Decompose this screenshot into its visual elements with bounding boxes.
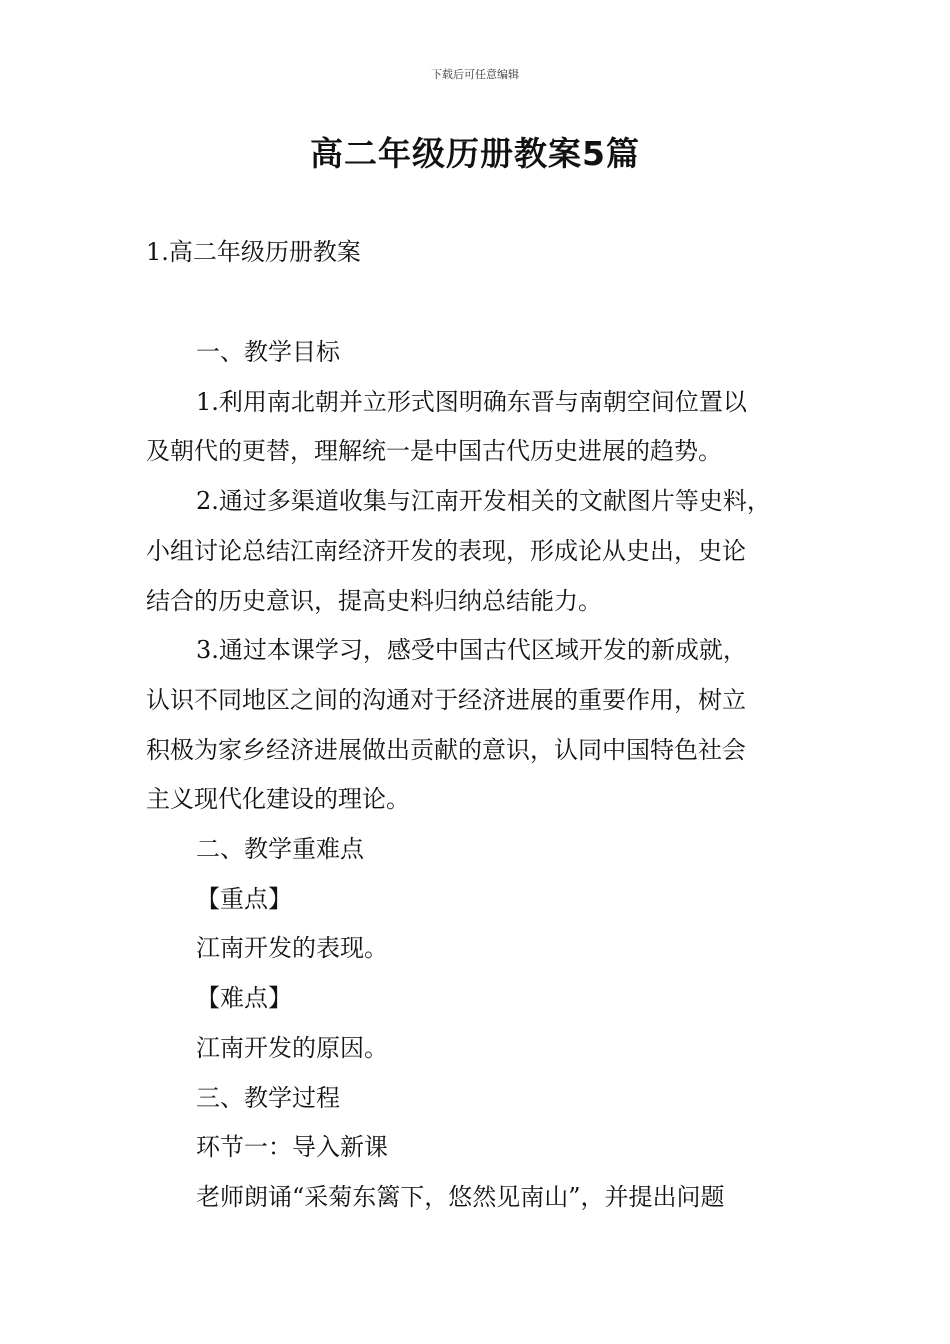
paragraph-line: 主义现代化建设的理论。 (146, 785, 410, 814)
section-heading: 1.高二年级历册教案 (146, 238, 361, 266)
paragraph-line: 江南开发的表现。 (196, 934, 388, 963)
step-heading: 环节一：导入新课 (196, 1133, 388, 1162)
header-note: 下载后可任意编辑 (431, 68, 519, 81)
difficulty-label: 【难点】 (196, 984, 292, 1013)
document-title: 高二年级历册教案5篇 (310, 134, 640, 173)
body-text (146, 328, 814, 1223)
paragraph-line: 3.通过本课学习，感受中国古代区域开发的新成就， (196, 636, 747, 665)
paragraph-line: 江南开发的原因。 (196, 1033, 388, 1062)
paragraph-line: 及朝代的更替，理解统一是中国古代历史进展的趋势。 (146, 437, 722, 466)
paragraph-line: 2.通过多渠道收集与江南开发相关的文献图片等史料， (196, 487, 771, 516)
paragraph-line: 认识不同地区之间的沟通对于经济进展的重要作用，树立 (146, 685, 746, 714)
focus-label: 【重点】 (196, 884, 292, 913)
key-points-heading: 二、教学重难点 (196, 835, 364, 864)
paragraph-line: 1.利用南北朝并立形式图明确东晋与南朝空间位置以 (196, 387, 747, 416)
process-heading: 三、教学过程 (196, 1083, 340, 1112)
paragraph-line: 老师朗诵“采菊东篱下，悠然见南山”，并提出问题 (196, 1182, 725, 1211)
paragraph-line: 结合的历史意识，提高史料归纳总结能力。 (146, 586, 602, 615)
paragraph-line: 小组讨论总结江南经济开发的表现，形成论从史出，史论 (146, 536, 746, 565)
objectives-heading: 一、教学目标 (196, 338, 340, 366)
paragraph-line: 积极为家乡经济进展做出贡献的意识，认同中国特色社会 (146, 735, 746, 764)
